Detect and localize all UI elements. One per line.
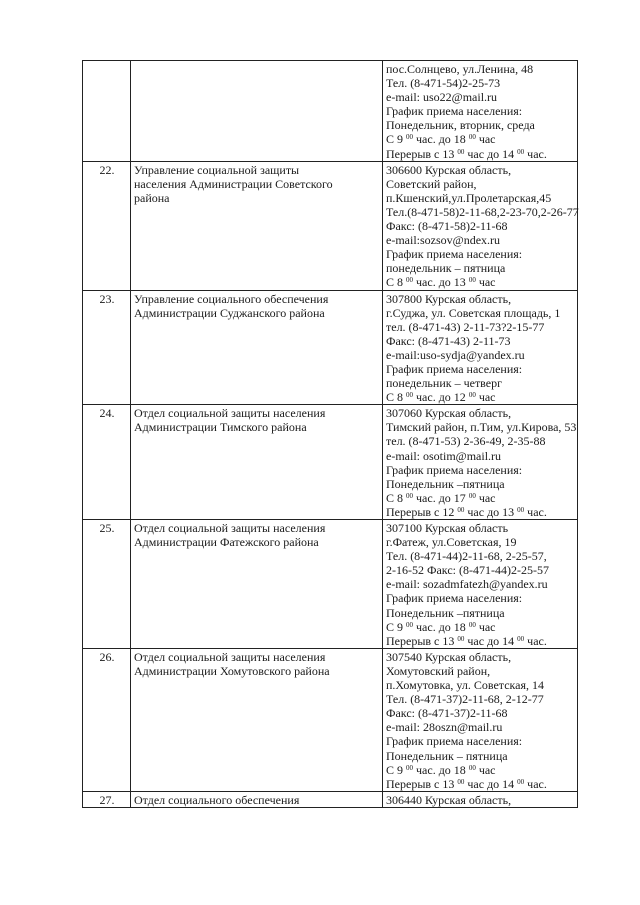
agency-name-line: района bbox=[134, 190, 170, 205]
contact-line: График приема населения: bbox=[386, 591, 523, 606]
schedule-text: час. до 18 bbox=[413, 132, 469, 147]
schedule-text: час bbox=[475, 490, 496, 505]
contact-line: График приема населения: bbox=[386, 104, 523, 119]
contact-line: Хомутовский район, bbox=[386, 663, 491, 678]
contact-line: График приема населения: bbox=[386, 462, 523, 477]
contact-line: п.Хомутовка, ул. Советская, 14 bbox=[386, 678, 545, 693]
schedule-text: час до 14 bbox=[464, 776, 518, 791]
schedule-text: Перерыв с 12 bbox=[386, 504, 458, 519]
contact-line: понедельник – четверг bbox=[386, 376, 503, 391]
schedule-hours-line bbox=[386, 275, 575, 289]
agency-name bbox=[131, 405, 383, 520]
contact-line: 2-16-52 Факс: (8-471-44)2-25-57 bbox=[386, 563, 549, 578]
schedule-hours-line bbox=[386, 763, 575, 777]
schedule-hours-line bbox=[386, 505, 575, 519]
minutes-superscript: 00 bbox=[457, 777, 465, 786]
agency-name bbox=[131, 161, 383, 290]
schedule-text: С 9 bbox=[386, 619, 407, 634]
schedule-text: час bbox=[475, 275, 496, 290]
contact-line: 306440 Курская область, bbox=[386, 792, 512, 807]
schedule-hours-line bbox=[386, 132, 575, 146]
schedule-text: С 8 bbox=[386, 275, 407, 290]
minutes-superscript: 00 bbox=[468, 620, 476, 629]
schedule-text: час до 14 bbox=[464, 633, 518, 648]
contact-line: пос.Солнцево, ул.Ленина, 48 bbox=[386, 62, 534, 76]
table-row bbox=[83, 161, 578, 290]
contact-info bbox=[383, 520, 578, 649]
contact-line: Факс: (8-471-37)2-11-68 bbox=[386, 706, 508, 721]
schedule-hours-line bbox=[386, 620, 575, 634]
table-row bbox=[83, 520, 578, 649]
contact-line: п.Кшенский,ул.Пролетарская,45 bbox=[386, 190, 552, 205]
agency-name bbox=[131, 648, 383, 791]
agency-name-line: Отдел социального обеспечения bbox=[134, 792, 300, 807]
minutes-superscript: 00 bbox=[468, 763, 476, 772]
agency-name-line: Отдел социальной защиты населения bbox=[134, 406, 326, 421]
contact-line: Тел.(8-471-58)2-11-68,2-23-70,2-26-77 bbox=[386, 204, 579, 219]
contact-line: e-mail: uso22@mail.ru bbox=[386, 90, 498, 105]
minutes-superscript: 00 bbox=[468, 276, 476, 285]
contact-line: Понедельник –пятница bbox=[386, 605, 505, 620]
schedule-text: час. до 13 bbox=[413, 275, 469, 290]
contact-line: г.Суджа, ул. Советская площадь, 1 bbox=[386, 305, 561, 320]
agency-name-line: Администрации Суджанского района bbox=[134, 305, 325, 320]
contact-line: 306600 Курская область, bbox=[386, 162, 512, 177]
minutes-superscript: 00 bbox=[457, 147, 465, 156]
contact-line: Понедельник –пятница bbox=[386, 476, 505, 491]
minutes-superscript: 00 bbox=[468, 133, 476, 142]
contact-info bbox=[383, 791, 578, 807]
contact-line: График приема населения: bbox=[386, 361, 523, 376]
contact-info bbox=[383, 161, 578, 290]
contact-line: Тимский район, п.Тим, ул.Кирова, 53 bbox=[386, 420, 577, 435]
contact-line: тел. (8-471-53) 2-36-49, 2-35-88 bbox=[386, 434, 546, 449]
contact-line: 307800 Курская область, bbox=[386, 291, 512, 306]
minutes-superscript: 00 bbox=[517, 634, 525, 643]
agency-name bbox=[131, 61, 383, 162]
minutes-superscript: 00 bbox=[468, 391, 476, 400]
table-row bbox=[83, 61, 578, 162]
minutes-superscript: 00 bbox=[406, 276, 414, 285]
contact-line: e-mail: osotim@mail.ru bbox=[386, 448, 502, 463]
minutes-superscript: 00 bbox=[517, 147, 525, 156]
agency-table bbox=[82, 60, 578, 808]
table-row bbox=[83, 290, 578, 405]
schedule-text: час. до 12 bbox=[413, 390, 469, 405]
schedule-text: час. bbox=[524, 146, 547, 161]
schedule-text: час bbox=[475, 619, 496, 634]
minutes-superscript: 00 bbox=[457, 505, 465, 514]
schedule-text: Перерыв с 13 bbox=[386, 633, 458, 648]
schedule-text: час. до 18 bbox=[413, 619, 469, 634]
contact-line: e-mail: 28oszn@mail.ru bbox=[386, 720, 503, 735]
row-number: 23. bbox=[83, 290, 131, 405]
agency-name-line: Управление социального обеспечения bbox=[134, 291, 329, 306]
minutes-superscript: 00 bbox=[406, 133, 414, 142]
schedule-text: час до 14 bbox=[464, 146, 518, 161]
minutes-superscript: 00 bbox=[406, 391, 414, 400]
table-row bbox=[83, 791, 578, 807]
row-number: 27. bbox=[83, 791, 131, 807]
agency-name-line: Отдел социальной защиты населения bbox=[134, 649, 326, 664]
minutes-superscript: 00 bbox=[406, 491, 414, 500]
schedule-text: час bbox=[475, 762, 496, 777]
agency-name bbox=[131, 791, 383, 807]
contact-line: Понедельник, вторник, среда bbox=[386, 118, 535, 133]
contact-line: 307540 Курская область, bbox=[386, 649, 512, 664]
contact-line: г.Фатеж, ул.Советская, 19 bbox=[386, 535, 517, 550]
agency-name bbox=[131, 290, 383, 405]
schedule-text: час bbox=[475, 390, 496, 405]
schedule-text: Перерыв с 13 bbox=[386, 146, 458, 161]
schedule-text: С 9 bbox=[386, 132, 407, 147]
schedule-text: час. bbox=[524, 504, 547, 519]
minutes-superscript: 00 bbox=[517, 777, 525, 786]
minutes-superscript: 00 bbox=[406, 763, 414, 772]
row-number bbox=[83, 61, 131, 162]
contact-line: 307060 Курская область, bbox=[386, 406, 512, 421]
contact-info bbox=[383, 405, 578, 520]
contact-info bbox=[383, 61, 578, 162]
row-number: 25. bbox=[83, 520, 131, 649]
contact-line: Факс: (8-471-58)2-11-68 bbox=[386, 219, 508, 234]
schedule-text: час. bbox=[524, 633, 547, 648]
schedule-text: час. до 18 bbox=[413, 762, 469, 777]
contact-line: 307100 Курская область bbox=[386, 521, 509, 535]
agency-name-line: населения Администрации Советского bbox=[134, 176, 333, 191]
minutes-superscript: 00 bbox=[457, 634, 465, 643]
schedule-text: С 8 bbox=[386, 490, 407, 505]
schedule-hours-line bbox=[386, 147, 575, 161]
schedule-hours-line bbox=[386, 390, 575, 404]
contact-line: Понедельник – пятница bbox=[386, 748, 508, 763]
agency-name-line: Отдел социальной защиты населения bbox=[134, 521, 326, 535]
schedule-hours-line bbox=[386, 634, 575, 648]
agency-name bbox=[131, 520, 383, 649]
contact-info bbox=[383, 648, 578, 791]
row-number: 26. bbox=[83, 648, 131, 791]
schedule-text: час до 13 bbox=[464, 504, 518, 519]
schedule-hours-line bbox=[386, 491, 575, 505]
minutes-superscript: 00 bbox=[406, 620, 414, 629]
agency-name-line: Администрации Фатежского района bbox=[134, 535, 319, 550]
row-number: 22. bbox=[83, 161, 131, 290]
contact-line: понедельник – пятница bbox=[386, 261, 506, 276]
contact-line: тел. (8-471-43) 2-11-73?2-15-77 bbox=[386, 319, 545, 334]
agency-table-body bbox=[83, 61, 578, 808]
schedule-text: час. bbox=[524, 776, 547, 791]
table-row bbox=[83, 405, 578, 520]
contact-line: Тел. (8-471-37)2-11-68, 2-12-77 bbox=[386, 692, 544, 707]
schedule-text: С 9 bbox=[386, 762, 407, 777]
contact-line: График приема населения: bbox=[386, 734, 523, 749]
schedule-text: час bbox=[475, 132, 496, 147]
schedule-hours-line bbox=[386, 777, 575, 791]
contact-line: e-mail:uso-sydja@yandex.ru bbox=[386, 347, 525, 362]
contact-line: Тел. (8-471-54)2-25-73 bbox=[386, 76, 501, 91]
minutes-superscript: 00 bbox=[517, 505, 525, 514]
agency-name-line: Администрации Хомутовского района bbox=[134, 663, 330, 678]
contact-line: e-mail:sozsov@ndex.ru bbox=[386, 233, 501, 248]
contact-line: e-mail: sozadmfatezh@yandex.ru bbox=[386, 577, 548, 592]
contact-line: Тел. (8-471-44)2-11-68, 2-25-57, bbox=[386, 549, 547, 564]
schedule-text: С 8 bbox=[386, 390, 407, 405]
row-number: 24. bbox=[83, 405, 131, 520]
agency-name-line: Управление социальной защиты bbox=[134, 162, 300, 177]
agency-name-line: Администрации Тимского района bbox=[134, 420, 307, 435]
contact-line: Советский район, bbox=[386, 176, 477, 191]
contact-info bbox=[383, 290, 578, 405]
schedule-text: час. до 17 bbox=[413, 490, 469, 505]
contact-line: Факс: (8-471-43) 2-11-73 bbox=[386, 333, 511, 348]
contact-line: График приема населения: bbox=[386, 247, 523, 262]
table-row bbox=[83, 648, 578, 791]
schedule-text: Перерыв с 13 bbox=[386, 776, 458, 791]
minutes-superscript: 00 bbox=[468, 491, 476, 500]
